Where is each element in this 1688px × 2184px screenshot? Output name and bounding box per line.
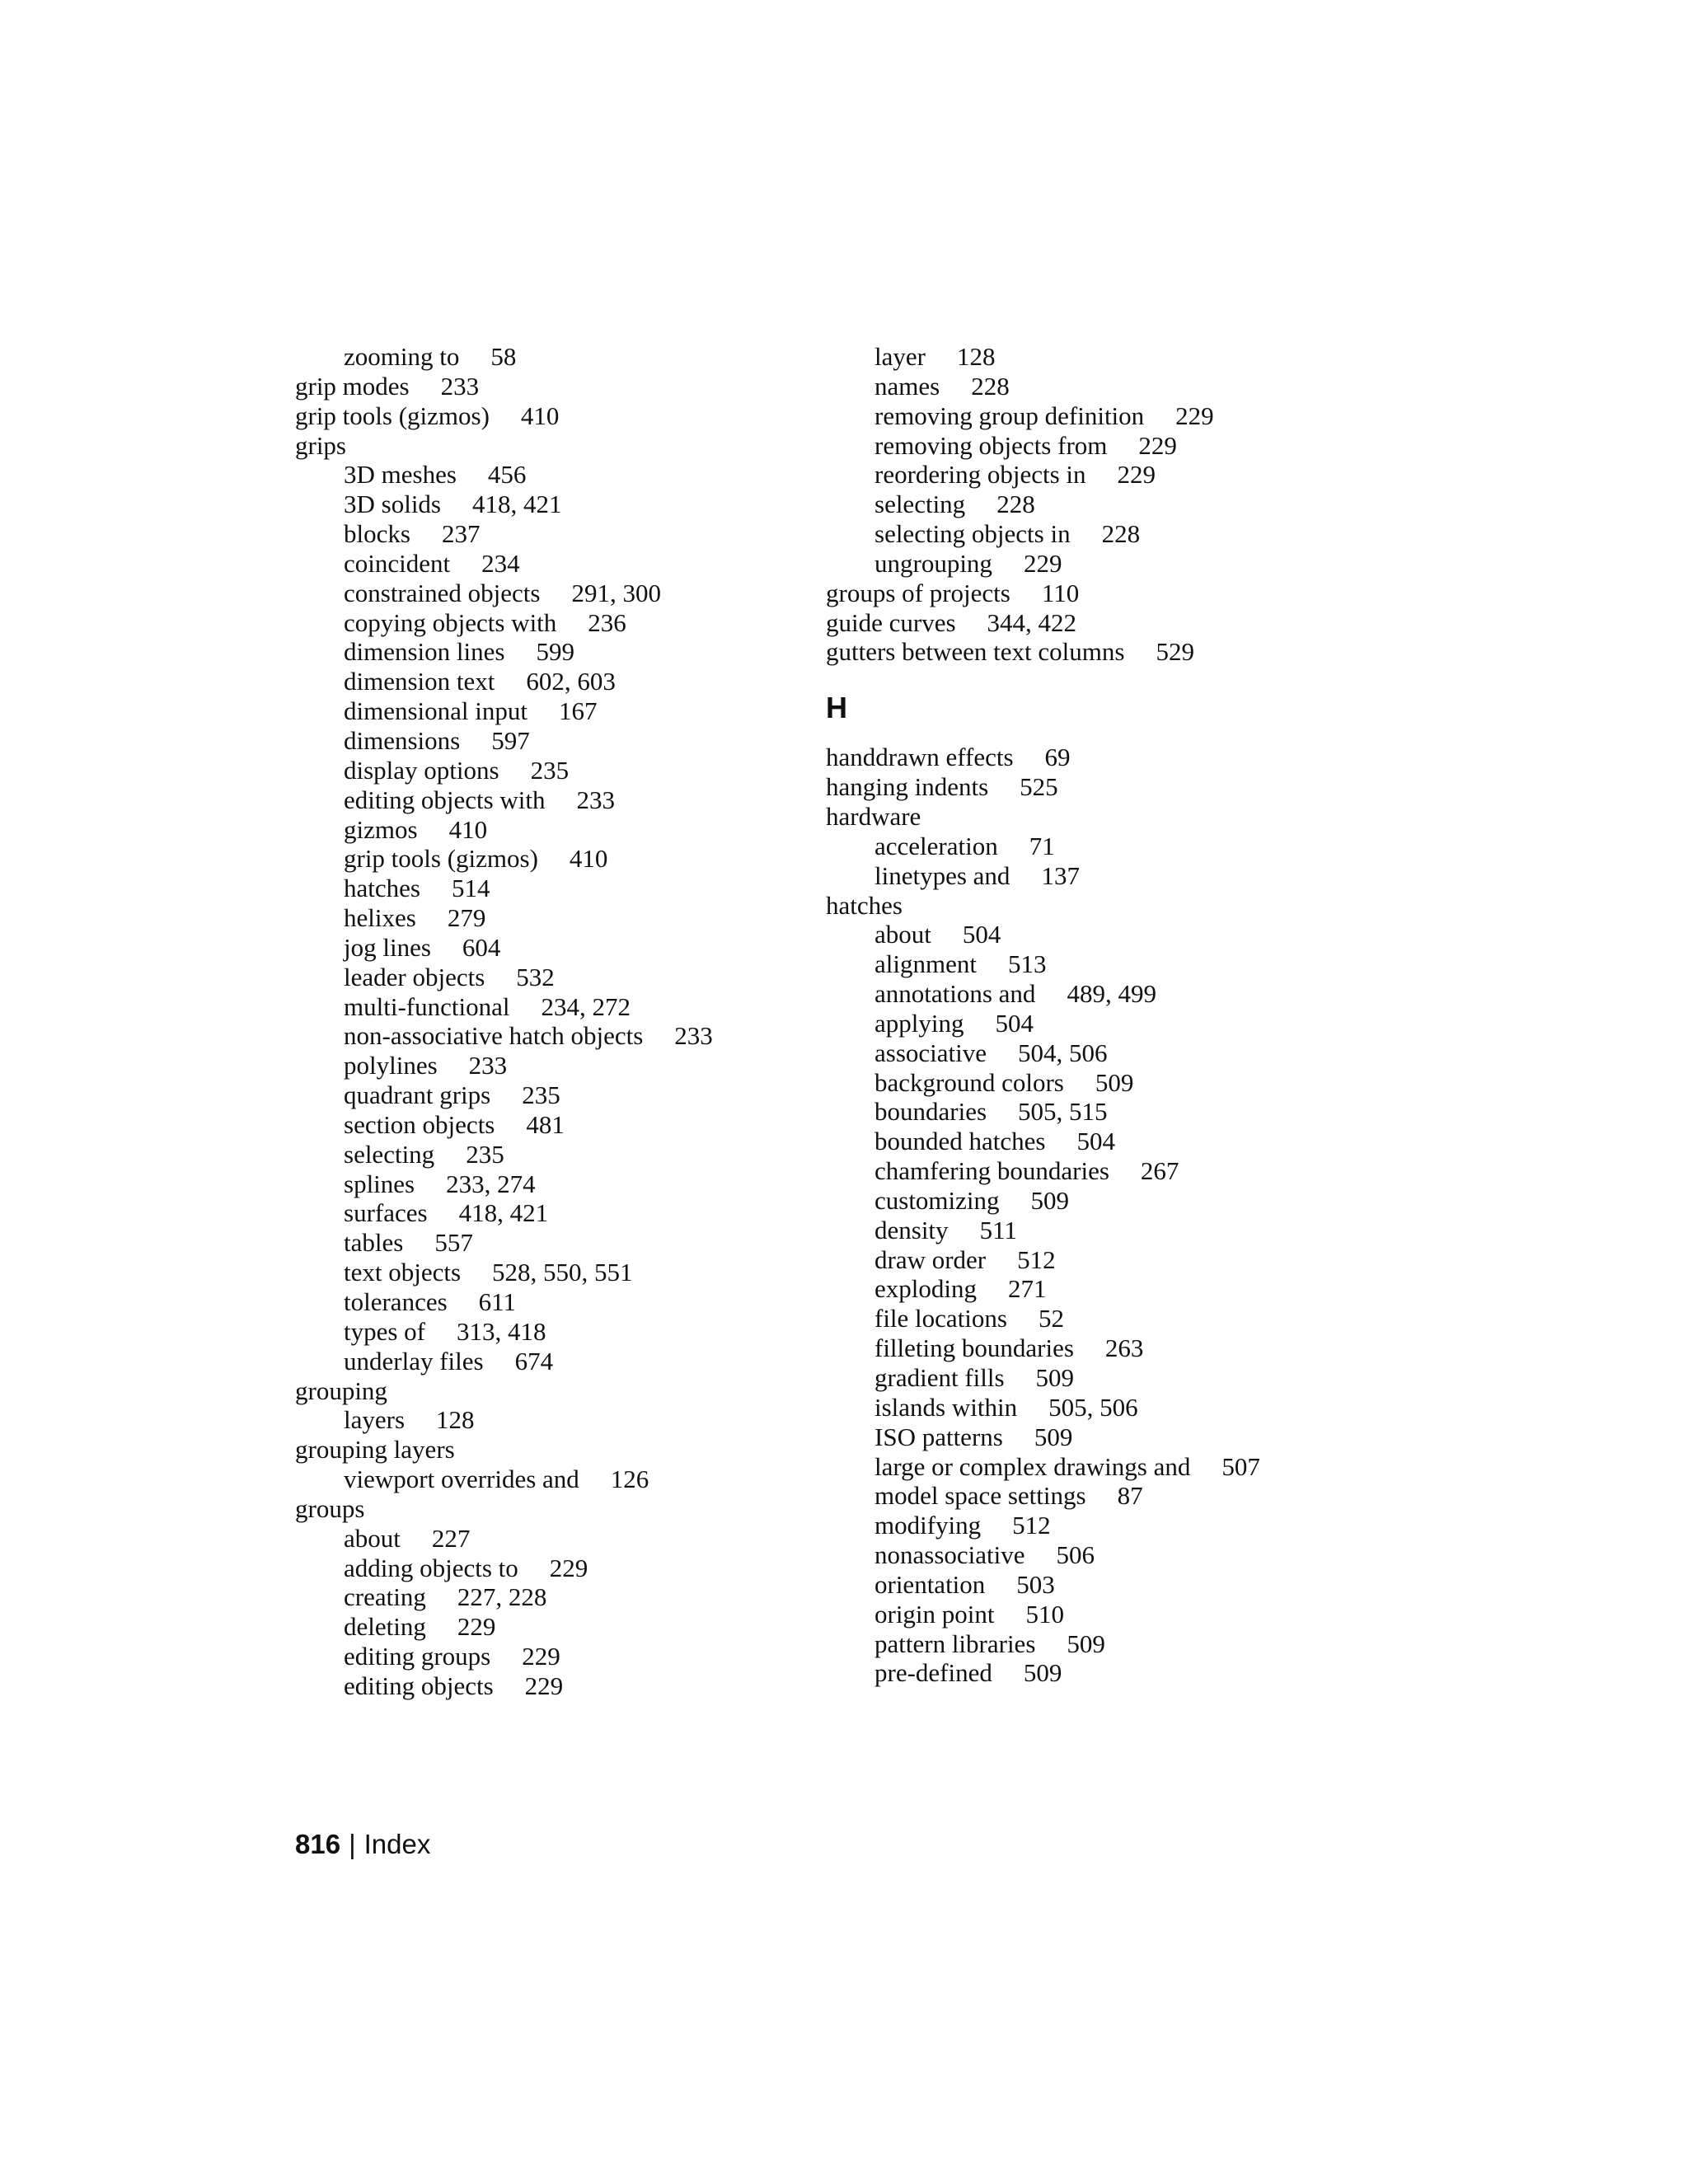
index-page-refs: 514: [451, 874, 490, 903]
index-group-h: [826, 743, 1260, 1688]
index-subentry: [826, 1156, 1260, 1186]
index-entry: [826, 802, 1260, 832]
index-subentry: [295, 1021, 713, 1051]
index-page-refs: 602, 603: [526, 667, 616, 696]
index-subentry: [826, 1393, 1260, 1422]
index-term: groups of projects: [826, 578, 1010, 607]
index-subentry: [295, 1554, 713, 1583]
index-subentry: [826, 1009, 1260, 1038]
index-entry: [295, 431, 713, 461]
index-term: gradient fills: [874, 1363, 1005, 1392]
index-subentry: [826, 1097, 1260, 1127]
index-subentry: [295, 1671, 713, 1701]
index-page-refs: 505, 506: [1048, 1392, 1138, 1422]
index-subentry: [826, 1216, 1260, 1245]
index-page-refs: 509: [1035, 1363, 1075, 1392]
index-term: ungrouping: [874, 548, 992, 578]
index-term: associative: [874, 1038, 987, 1067]
index-entry: [295, 1494, 713, 1524]
index-term: draw order: [874, 1244, 987, 1274]
index-term: display options: [344, 755, 499, 785]
index-page-refs: 228: [1101, 519, 1141, 549]
index-term: hatches: [344, 874, 420, 903]
index-subentry: [826, 1333, 1260, 1363]
index-page-refs: 233: [440, 371, 480, 401]
index-entry: [295, 372, 713, 401]
index-term: editing groups: [344, 1642, 491, 1671]
index-term: grip tools (gizmos): [295, 401, 490, 430]
index-term: handdrawn effects: [826, 743, 1014, 772]
index-subentry: [826, 1245, 1260, 1275]
index-subentry: [295, 667, 713, 696]
index-page-refs: 128: [956, 342, 996, 371]
index-subentry: [826, 979, 1260, 1009]
index-subentry: [826, 519, 1260, 549]
index-subentry: [295, 519, 713, 549]
index-term: file locations: [874, 1304, 1007, 1333]
index-subentry: [295, 785, 713, 815]
index-subentry: [295, 1051, 713, 1080]
index-subentry: [295, 1287, 713, 1317]
index-page-refs: 481: [526, 1109, 565, 1139]
index-term: 3D solids: [344, 490, 441, 519]
index-page-refs: 509: [1023, 1658, 1062, 1688]
index-entry: [826, 637, 1260, 667]
index-page-refs: 233: [576, 785, 616, 814]
index-term: creating: [344, 1582, 426, 1612]
index-subentry: [826, 1363, 1260, 1393]
index-column-left: [295, 342, 713, 1701]
index-page-refs: 512: [1012, 1511, 1051, 1540]
index-page-refs: 128: [436, 1405, 475, 1435]
section-letter-heading: H: [826, 691, 847, 725]
index-term: filleting boundaries: [874, 1333, 1074, 1363]
index-subentry: [295, 1612, 713, 1642]
index-term: removing objects from: [874, 430, 1108, 460]
index-term: background colors: [874, 1067, 1064, 1097]
index-entry: [295, 401, 713, 431]
index-term: multi-functional: [344, 991, 510, 1021]
index-term: helixes: [344, 903, 416, 933]
index-term: chamfering boundaries: [874, 1156, 1109, 1186]
index-term: selecting objects in: [874, 519, 1071, 549]
index-term: leader objects: [344, 962, 485, 991]
index-term: customizing: [874, 1185, 1000, 1215]
index-term: constrained objects: [344, 578, 541, 607]
index-subentry: [826, 832, 1260, 861]
index-page-refs: 229: [522, 1642, 560, 1671]
index-page-refs: 509: [1095, 1067, 1134, 1097]
index-subentry: [295, 1465, 713, 1494]
index-page-refs: 58: [490, 342, 517, 371]
index-page-refs: 228: [971, 371, 1010, 401]
index-term: hardware: [826, 801, 921, 831]
index-subentry: [826, 401, 1260, 431]
index-term: zooming to: [344, 342, 460, 371]
index-term: viewport overrides and: [344, 1465, 579, 1494]
index-term: hatches: [826, 890, 903, 920]
index-term: grip modes: [295, 371, 410, 401]
index-subentry: [826, 460, 1260, 490]
index-page-refs: 510: [1025, 1599, 1065, 1629]
index-subentry: [295, 992, 713, 1022]
index-page-refs: 604: [462, 932, 501, 962]
index-term: grouping layers: [295, 1435, 455, 1465]
index-term: ISO patterns: [874, 1422, 1003, 1451]
index-term: editing objects with: [344, 785, 546, 814]
index-page-refs: 513: [1007, 949, 1047, 979]
index-subentry: [295, 756, 713, 785]
index-page-refs: 234, 272: [541, 991, 631, 1021]
index-column-right: [826, 342, 1260, 1688]
index-term: modifying: [874, 1511, 982, 1540]
index-term: pattern libraries: [874, 1629, 1036, 1658]
index-subentry: [295, 1642, 713, 1671]
index-term: annotations and: [874, 979, 1036, 1009]
index-page-refs: 126: [610, 1465, 649, 1494]
index-page-refs: 279: [447, 903, 486, 933]
index-page-refs: 532: [516, 962, 555, 991]
index-page-refs: 229: [1175, 401, 1214, 430]
index-subentry: [295, 1169, 713, 1199]
index-subentry: [826, 1274, 1260, 1304]
index-page-refs: 69: [1044, 743, 1071, 772]
index-page-refs: 599: [536, 637, 574, 667]
index-entry: [295, 1435, 713, 1465]
index-page-refs: 291, 300: [571, 578, 661, 607]
footer-separator: |: [349, 1829, 356, 1859]
index-entry: [826, 608, 1260, 638]
footer-section-label: Index: [363, 1829, 431, 1859]
page-number: 816: [295, 1829, 341, 1859]
index-page-refs: 229: [1138, 430, 1177, 460]
index-term: surfaces: [344, 1198, 428, 1228]
index-subentry: [826, 1658, 1260, 1688]
index-term: 3D meshes: [344, 460, 457, 490]
index-subentry: [295, 1524, 713, 1554]
index-page-refs: 344, 422: [987, 607, 1077, 637]
index-term: gizmos: [344, 814, 418, 844]
index-subentry: [826, 490, 1260, 519]
index-entry: [295, 1376, 713, 1406]
index-subentry: [826, 1540, 1260, 1570]
index-subentry: [295, 1198, 713, 1228]
index-term: removing group definition: [874, 401, 1145, 430]
index-term: coincident: [344, 548, 451, 578]
index-subentry: [295, 1347, 713, 1376]
index-subentry: [295, 696, 713, 726]
index-term: blocks: [344, 519, 410, 549]
index-page-refs: 410: [520, 401, 560, 430]
index-subentry: [826, 1127, 1260, 1156]
index-page-refs: 509: [1030, 1185, 1070, 1215]
index-term: layer: [874, 342, 926, 371]
index-term: jog lines: [344, 932, 431, 962]
index-page-refs: 263: [1104, 1333, 1144, 1363]
index-subentry: [295, 933, 713, 963]
index-subentry: [826, 1629, 1260, 1659]
index-term: reordering objects in: [874, 460, 1086, 490]
index-page-refs: 410: [448, 814, 488, 844]
index-subentry: [826, 1600, 1260, 1629]
index-term: applying: [874, 1008, 964, 1038]
index-page-refs: 229: [1023, 548, 1062, 578]
index-term: boundaries: [874, 1097, 987, 1127]
index-page-refs: 611: [478, 1287, 517, 1316]
index-page-refs: 509: [1067, 1629, 1105, 1658]
index-subentry: [295, 1140, 713, 1169]
index-subentry: [295, 1258, 713, 1287]
index-subentry: [295, 903, 713, 933]
index-page-refs: 229: [457, 1612, 496, 1642]
index-page-refs: 237: [441, 519, 481, 549]
index-page-refs: 506: [1056, 1540, 1095, 1570]
index-term: adding objects to: [344, 1553, 518, 1582]
index-subentry: [295, 726, 713, 756]
index-subentry: [826, 549, 1260, 579]
index-page-refs: 511: [979, 1215, 1017, 1244]
index-term: section objects: [344, 1109, 495, 1139]
index-page-refs: 504: [995, 1008, 1034, 1038]
index-subentry: [826, 1452, 1260, 1482]
index-subentry: [826, 949, 1260, 979]
index-term: pre-defined: [874, 1658, 992, 1688]
index-page-refs: 228: [996, 490, 1035, 519]
index-subentry: [295, 1080, 713, 1110]
index-term: dimensions: [344, 725, 461, 755]
index-term: non-associative hatch objects: [344, 1021, 644, 1051]
index-subentry: [295, 1110, 713, 1140]
index-term: alignment: [874, 949, 977, 979]
index-subentry: [295, 1317, 713, 1347]
index-entry: [826, 743, 1260, 772]
index-term: orientation: [874, 1569, 986, 1599]
index-page-refs: 504: [1076, 1127, 1115, 1156]
index-subentry: [295, 1582, 713, 1612]
index-subentry: [826, 861, 1260, 891]
index-term: splines: [344, 1169, 415, 1198]
index-subentry: [295, 815, 713, 845]
index-page-refs: 557: [434, 1228, 473, 1258]
index-term: exploding: [874, 1274, 977, 1304]
index-page-refs: 418, 421: [472, 490, 562, 519]
index-page-refs: 507: [1221, 1451, 1260, 1481]
index-subentry: [826, 342, 1260, 372]
index-term: about: [874, 920, 931, 949]
index-page-refs: 525: [1020, 772, 1058, 802]
index-subentry: [826, 1422, 1260, 1452]
index-subentry: [826, 1304, 1260, 1333]
index-subentry: [826, 1186, 1260, 1216]
index-page-refs: 233, 274: [446, 1169, 536, 1198]
index-page-refs: 236: [588, 607, 626, 637]
index-page-refs: 235: [466, 1139, 504, 1169]
index-page-refs: 456: [487, 460, 527, 490]
index-term: polylines: [344, 1051, 438, 1080]
index-subentry: [295, 1405, 713, 1435]
index-term: about: [344, 1523, 401, 1553]
index-term: guide curves: [826, 607, 956, 637]
index-term: hanging indents: [826, 772, 989, 802]
index-term: density: [874, 1215, 949, 1244]
index-term: selecting: [874, 490, 966, 519]
index-subentry: [826, 372, 1260, 401]
index-subentry: [295, 549, 713, 579]
index-page-refs: 235: [530, 755, 570, 785]
index-term: grip tools (gizmos): [344, 844, 538, 874]
index-page-refs: 233: [674, 1021, 713, 1051]
index-term: groups: [295, 1493, 365, 1523]
index-subentry: [295, 963, 713, 992]
index-subentry: [295, 490, 713, 519]
index-term: layers: [344, 1405, 406, 1435]
index-page-refs: 227: [431, 1523, 471, 1553]
index-term: acceleration: [874, 831, 998, 860]
index-term: dimension lines: [344, 637, 505, 667]
index-page-refs: 504: [962, 920, 1001, 949]
index-page-refs: 235: [522, 1080, 560, 1110]
index-subentry: [295, 1228, 713, 1258]
index-page-refs: 71: [1029, 831, 1055, 860]
page-footer: [295, 1828, 430, 1861]
index-term: tolerances: [344, 1287, 448, 1316]
index-term: names: [874, 371, 940, 401]
index-term: tables: [344, 1228, 404, 1258]
index-page-refs: 489, 499: [1067, 979, 1156, 1009]
index-page-refs: 271: [1008, 1274, 1047, 1304]
index-term: dimensional input: [344, 696, 528, 726]
index-term: text objects: [344, 1258, 462, 1287]
index-entry: [826, 891, 1260, 921]
index-term: gutters between text columns: [826, 637, 1125, 667]
index-page-refs: 410: [569, 844, 608, 874]
index-page-refs: 529: [1156, 637, 1194, 667]
index-subentry: [295, 579, 713, 608]
index-page-refs: 234: [481, 548, 520, 578]
index-page-refs: 418, 421: [458, 1198, 549, 1228]
index-term: underlay files: [344, 1346, 484, 1376]
index-term: deleting: [344, 1612, 426, 1642]
index-term: islands within: [874, 1392, 1018, 1422]
index-subentry: [295, 874, 713, 903]
index-term: nonassociative: [874, 1540, 1025, 1570]
index-subentry: [295, 637, 713, 667]
index-page-refs: 227, 228: [457, 1582, 547, 1612]
index-page-refs: 229: [524, 1671, 564, 1700]
index-term: editing objects: [344, 1671, 494, 1700]
index-page-refs: 267: [1140, 1156, 1179, 1186]
index-page-refs: 674: [514, 1346, 554, 1376]
index-term: linetypes and: [874, 860, 1010, 890]
index-entry: [826, 579, 1260, 608]
index-subentry: [826, 1511, 1260, 1540]
index-term: selecting: [344, 1139, 435, 1169]
index-subentry: [295, 460, 713, 490]
index-term: grouping: [295, 1376, 387, 1405]
index-term: origin point: [874, 1599, 995, 1629]
index-term: dimension text: [344, 667, 495, 696]
index-page-refs: 167: [559, 696, 598, 726]
index-page-refs: 504, 506: [1018, 1038, 1108, 1067]
index-term: model space settings: [874, 1481, 1086, 1511]
index-page-refs: 87: [1117, 1481, 1143, 1511]
index-term: copying objects with: [344, 607, 557, 637]
index-page-refs: 512: [1017, 1244, 1056, 1274]
index-page-refs: 233: [468, 1051, 508, 1080]
index-page-refs: 597: [491, 725, 530, 755]
index-page-refs: 509: [1034, 1422, 1073, 1451]
index-subentry: [826, 1068, 1260, 1098]
index-page-refs: 528, 550, 551: [492, 1258, 633, 1287]
index-subentry: [826, 1481, 1260, 1511]
index-page-refs: 137: [1041, 860, 1080, 890]
index-page-refs: 229: [1117, 460, 1156, 490]
index-subentry: [826, 1038, 1260, 1068]
index-group-g-continued: [826, 342, 1260, 667]
index-subentry: [826, 431, 1260, 461]
index-page-refs: 313, 418: [457, 1316, 546, 1346]
index-subentry: [826, 920, 1260, 949]
index-term: grips: [295, 430, 346, 460]
index-term: bounded hatches: [874, 1127, 1046, 1156]
index-term: large or complex drawings and: [874, 1451, 1191, 1481]
index-subentry: [826, 1570, 1260, 1600]
index-page-refs: 110: [1041, 578, 1080, 607]
index-entry: [826, 772, 1260, 802]
index-page-refs: 505, 515: [1018, 1097, 1108, 1127]
index-page-refs: 503: [1016, 1569, 1055, 1599]
index-page-refs: 229: [549, 1553, 588, 1582]
index-subentry: [295, 844, 713, 874]
index-page-refs: 52: [1038, 1304, 1064, 1333]
index-term: types of: [344, 1316, 426, 1346]
index-subentry: [295, 342, 713, 372]
index-term: quadrant grips: [344, 1080, 491, 1110]
index-subentry: [295, 608, 713, 638]
